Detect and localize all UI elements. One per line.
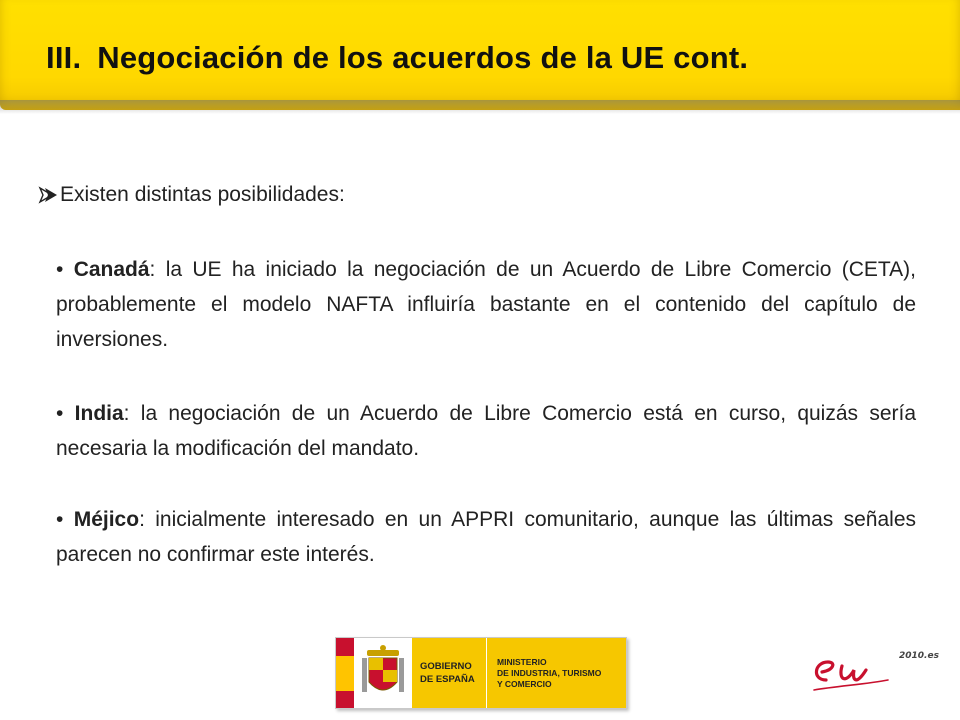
intro-line — [38, 183, 345, 207]
section-number: III. — [46, 40, 82, 75]
gobierno-label — [412, 638, 486, 708]
bullet-text: : inicialmente interesado en un APPRI comunitario, aunque las últimas señales parecen no confirmar este interés. — [56, 508, 917, 566]
arrow-bullet-icon — [38, 186, 58, 204]
ministry-line-3: Y COMERCIO — [497, 678, 552, 689]
coat-of-arms-icon — [354, 638, 412, 708]
eu2010-logo — [808, 640, 933, 700]
bullet-text: : la UE ha iniciado la negociación de un Acuerdo de Libre Comercio (CETA), probablemente el modelo NAFTA influiría bastante en el contenido del capítulo de inversiones. — [56, 258, 917, 351]
slide-title — [46, 40, 748, 76]
gov-line-2: DE ESPAÑA — [420, 674, 475, 685]
gov-line-1: GOBIERNO — [420, 661, 472, 672]
bullet-mexico: • Méjico: inicialmente interesado en un APPRI comunitario, aunque las últimas señales parecen no confirmar este interés. — [56, 508, 917, 566]
bullet-country: Canadá — [73, 258, 150, 281]
bullet-text: : la negociación de un Acuerdo de Libre Comercio está en curso, quizás sería necesaria la modificación del mandato. — [56, 402, 917, 460]
slide-title-text: Negociación de los acuerdos de la UE cont. — [97, 40, 749, 75]
ministerio-label — [487, 638, 626, 708]
bullet-india: • India: la negociación de un Acuerdo de Libre Comercio está en curso, quizás sería necesaria la modificación del mandato. — [56, 402, 917, 460]
gobierno-de-espana-logo — [335, 637, 627, 709]
ministry-line-1: MINISTERIO — [497, 656, 547, 667]
bullet-canada: • Canadá: la UE ha iniciado la negociación de un Acuerdo de Libre Comercio (CETA), probablemente el modelo NAFTA influiría bastante en el contenido del capítulo de inversiones. — [56, 258, 917, 351]
spanish-flag-strip — [336, 638, 354, 708]
title-bar-shadow — [0, 100, 960, 114]
intro-text: Existen distintas posibilidades: — [60, 183, 345, 206]
bullet-country: Méjico — [73, 508, 140, 531]
bullet-country: India — [74, 402, 124, 425]
ministry-line-2: DE INDUSTRIA, TURISMO — [497, 667, 602, 678]
eu2010-year: 2010.es — [899, 651, 939, 661]
